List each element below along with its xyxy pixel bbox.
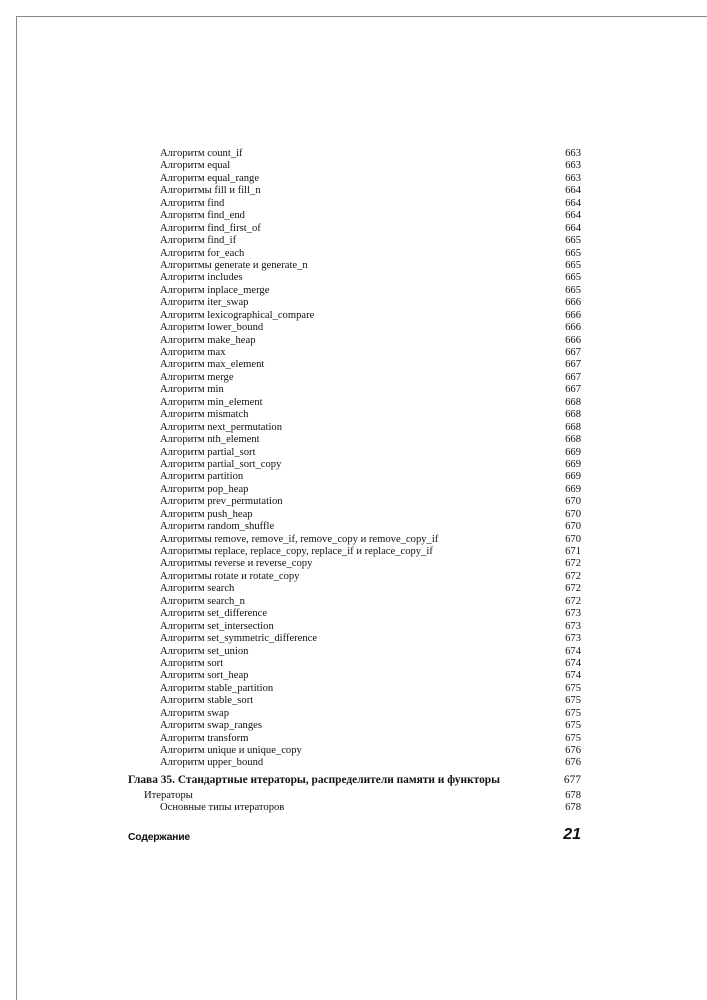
toc-entry-title: Алгоритм set_union xyxy=(160,645,249,657)
toc-entry-title: Алгоритм min xyxy=(160,384,224,396)
toc-entry[interactable] xyxy=(160,733,581,745)
toc-entry-title: Алгоритм partition xyxy=(160,471,244,483)
toc-entry-page-number: 663 xyxy=(565,160,581,172)
toc-entry-page-number: 666 xyxy=(565,297,581,309)
toc-entry-page-number: 669 xyxy=(565,483,581,495)
toc-entry[interactable] xyxy=(160,646,581,658)
toc-entry[interactable] xyxy=(160,509,581,521)
toc-entry-title: Алгоритм equal_range xyxy=(160,172,260,184)
toc-entry-page-number: 664 xyxy=(565,197,581,209)
toc-entry-page-number: 668 xyxy=(565,421,581,433)
toc-entry[interactable] xyxy=(160,335,581,347)
toc-entry-page-number: 673 xyxy=(565,620,581,632)
toc-entry-title: Алгоритмы generate и generate_n xyxy=(160,259,308,271)
toc-entry[interactable] xyxy=(160,496,581,508)
toc-entry[interactable] xyxy=(160,434,581,446)
toc-entry-page-number: 665 xyxy=(565,259,581,271)
toc-entry-title: Алгоритм search_n xyxy=(160,595,245,607)
toc-entry-page-number: 670 xyxy=(565,508,581,520)
toc-entry[interactable] xyxy=(160,347,581,359)
toc-entry-page-number: 673 xyxy=(565,608,581,620)
toc-entry[interactable] xyxy=(160,297,581,309)
page-frame-top xyxy=(16,16,707,17)
toc-entry[interactable] xyxy=(160,372,581,384)
toc-entry[interactable] xyxy=(160,757,581,769)
toc-entry[interactable] xyxy=(160,621,581,633)
toc-entry-page-number: 673 xyxy=(565,633,581,645)
toc-entry[interactable] xyxy=(160,484,581,496)
toc-entry[interactable] xyxy=(160,745,581,757)
toc-entry-title: Алгоритм max_element xyxy=(160,359,265,371)
toc-entry[interactable] xyxy=(160,173,581,185)
toc-entry-page-number: 667 xyxy=(565,371,581,383)
toc-entry-page-number: 665 xyxy=(565,284,581,296)
toc-entry-title: Алгоритм inplace_merge xyxy=(160,284,270,296)
toc-entry-title: Алгоритм sort_heap xyxy=(160,670,249,682)
toc-entry[interactable] xyxy=(160,596,581,608)
toc-entry[interactable] xyxy=(160,160,581,172)
toc-entry-page-number: 665 xyxy=(565,235,581,247)
toc-entry-title: Алгоритм make_heap xyxy=(160,334,256,346)
toc-entry[interactable] xyxy=(160,534,581,546)
toc-entry[interactable] xyxy=(160,708,581,720)
toc-entry-page-number: 674 xyxy=(565,670,581,682)
toc-entry-title: Алгоритм sort xyxy=(160,657,224,669)
toc-entry[interactable] xyxy=(160,521,581,533)
toc-entry-page-number: 674 xyxy=(565,645,581,657)
toc-entry-page-number: 664 xyxy=(565,185,581,197)
toc-entry[interactable] xyxy=(160,248,581,260)
toc-entry-title: Алгоритм next_permutation xyxy=(160,421,282,433)
toc-entry-page-number: 665 xyxy=(565,247,581,259)
toc-entry[interactable] xyxy=(160,583,581,595)
toc-entry-page-number: 667 xyxy=(565,384,581,396)
chapter-title: Глава 35. Стандартные итераторы, распределители памяти и функторы xyxy=(128,774,501,786)
toc-entry[interactable] xyxy=(160,272,581,284)
toc-entry-page-number: 672 xyxy=(565,558,581,570)
toc-entry[interactable] xyxy=(160,409,581,421)
toc-section-entry[interactable] xyxy=(144,790,581,802)
toc-entry-page-number: 672 xyxy=(565,595,581,607)
toc-entry-title: Алгоритм mismatch xyxy=(160,409,249,421)
toc-entry-page-number: 675 xyxy=(565,695,581,707)
toc-entry-title: Алгоритм prev_permutation xyxy=(160,496,283,508)
toc-entry[interactable] xyxy=(160,558,581,570)
toc-entry[interactable] xyxy=(160,322,581,334)
toc-entry[interactable] xyxy=(160,310,581,322)
toc-entry-page-number: 664 xyxy=(565,210,581,222)
chapter-page-number: 677 xyxy=(563,774,581,786)
toc-entry[interactable] xyxy=(160,223,581,235)
toc-entry[interactable] xyxy=(160,459,581,471)
toc-entry-title: Алгоритмы remove, remove_if, remove_copy и remove_copy_if xyxy=(160,533,439,545)
toc-entry-page-number: 670 xyxy=(565,533,581,545)
toc-entry-page-number: 672 xyxy=(565,570,581,582)
toc-entry-page-number: 670 xyxy=(565,496,581,508)
subsection-title: Основные типы итераторов xyxy=(160,802,285,813)
toc-entry-page-number: 669 xyxy=(565,471,581,483)
toc-entry[interactable] xyxy=(160,658,581,670)
toc-entry-title: Алгоритм for_each xyxy=(160,247,245,259)
toc-entry[interactable] xyxy=(160,285,581,297)
toc-entry-title: Алгоритм set_intersection xyxy=(160,620,274,632)
toc-entry-page-number: 667 xyxy=(565,347,581,358)
toc-entry-page-number: 665 xyxy=(565,272,581,284)
toc-entry[interactable] xyxy=(160,720,581,732)
toc-entry-title: Алгоритм upper_bound xyxy=(160,757,264,769)
toc-entry-title: Алгоритм stable_partition xyxy=(160,682,274,694)
toc-entry-title: Алгоритмы fill и fill_n xyxy=(160,185,261,197)
toc-entry-page-number: 664 xyxy=(565,222,581,234)
toc-entry[interactable] xyxy=(160,683,581,695)
toc-entry-page-number: 675 xyxy=(565,732,581,744)
toc-entry-page-number: 666 xyxy=(565,309,581,321)
toc-entry-page-number: 676 xyxy=(565,745,581,756)
toc-entry-title: Алгоритм count_if xyxy=(160,148,243,159)
toc-entry-title: Алгоритм find_first_of xyxy=(160,222,261,234)
toc-entry[interactable] xyxy=(160,148,581,160)
toc-entry-title: Алгоритм includes xyxy=(160,272,243,284)
toc-entry[interactable] xyxy=(160,198,581,210)
toc-entry-page-number: 663 xyxy=(565,148,581,159)
toc-entry-title: Алгоритм partial_sort_copy xyxy=(160,458,282,470)
toc-entry[interactable] xyxy=(160,546,581,558)
toc-entry-page-number: 670 xyxy=(565,521,581,533)
toc-entry-title: Алгоритм stable_sort xyxy=(160,695,254,707)
toc-entry-page-number: 666 xyxy=(565,322,581,334)
toc-entry[interactable] xyxy=(160,670,581,682)
subsection-page-number: 678 xyxy=(565,802,581,813)
toc-entry-page-number: 672 xyxy=(565,583,581,595)
toc-entry-title: Алгоритм iter_swap xyxy=(160,297,249,309)
toc-entry-title: Алгоритм transform xyxy=(160,732,249,744)
toc-entry-title: Алгоритм partial_sort xyxy=(160,446,256,458)
toc-entry-title: Алгоритм min_element xyxy=(160,396,263,408)
toc-entry-title: Алгоритм max xyxy=(160,347,226,358)
toc-entry-title: Алгоритмы reverse и reverse_copy xyxy=(160,558,313,570)
toc-chapter-entry[interactable] xyxy=(128,772,581,788)
toc-entry-page-number: 675 xyxy=(565,682,581,694)
toc-entry-title: Алгоритм lexicographical_compare xyxy=(160,309,315,321)
section-page-number: 678 xyxy=(565,790,581,801)
toc-entry-title: Алгоритм swap_ranges xyxy=(160,720,262,732)
toc-entry[interactable] xyxy=(160,384,581,396)
footer-page-number: 21 xyxy=(563,826,581,843)
toc-entry-title: Алгоритм equal xyxy=(160,160,231,172)
toc-entry[interactable] xyxy=(160,185,581,197)
toc-entry[interactable] xyxy=(160,571,581,583)
toc-entry-page-number: 669 xyxy=(565,458,581,470)
toc-entry-page-number: 667 xyxy=(565,359,581,371)
toc-entry-page-number: 674 xyxy=(565,657,581,669)
toc-entry-page-number: 675 xyxy=(565,707,581,719)
toc-entry-title: Алгоритм set_difference xyxy=(160,608,268,620)
toc-entry[interactable] xyxy=(160,471,581,483)
section-title: Итераторы xyxy=(144,790,193,801)
toc-entry-page-number: 669 xyxy=(565,446,581,458)
toc-entry[interactable] xyxy=(160,447,581,459)
toc-entry[interactable] xyxy=(160,235,581,247)
toc-entry[interactable] xyxy=(160,633,581,645)
toc-entry-title: Алгоритм set_symmetric_difference xyxy=(160,633,318,645)
toc-entry-title: Алгоритм pop_heap xyxy=(160,483,249,495)
toc-entry-title: Алгоритм lower_bound xyxy=(160,322,264,334)
toc-entry-title: Алгоритмы replace, replace_copy, replace_if и replace_copy_if xyxy=(160,546,433,557)
toc-entry[interactable] xyxy=(160,422,581,434)
toc-entry[interactable] xyxy=(160,397,581,409)
toc-entry-title: Алгоритм push_heap xyxy=(160,508,253,520)
toc-entries xyxy=(160,148,581,770)
toc-entry-page-number: 671 xyxy=(565,546,581,557)
toc-entry[interactable] xyxy=(160,695,581,707)
running-footer-label: Содержание xyxy=(128,832,191,843)
toc-entry-title: Алгоритм search xyxy=(160,583,235,595)
toc-entry-title: Алгоритм unique и unique_copy xyxy=(160,745,302,756)
toc-entry[interactable] xyxy=(160,210,581,222)
toc-entry[interactable] xyxy=(160,359,581,371)
toc-entry-title: Алгоритмы rotate и rotate_copy xyxy=(160,570,300,582)
toc-entry-title: Алгоритм find_if xyxy=(160,235,237,247)
toc-entry-page-number: 668 xyxy=(565,396,581,408)
toc-entry-title: Алгоритм swap xyxy=(160,707,230,719)
toc-entry-page-number: 675 xyxy=(565,720,581,732)
page-frame-left xyxy=(16,16,17,1000)
toc-entry[interactable] xyxy=(160,608,581,620)
toc-entry-title: Алгоритм random_shuffle xyxy=(160,521,275,533)
toc-subsection-entry[interactable] xyxy=(160,802,581,814)
toc-entry-page-number: 666 xyxy=(565,334,581,346)
toc-entry-title: Алгоритм find_end xyxy=(160,210,245,222)
toc-entry-page-number: 676 xyxy=(565,757,581,769)
toc-entry-page-number: 668 xyxy=(565,434,581,446)
toc-entry-title: Алгоритм find xyxy=(160,197,225,209)
toc-entry-page-number: 668 xyxy=(565,409,581,421)
toc-entry-page-number: 663 xyxy=(565,172,581,184)
toc-entry-title: Алгоритм merge xyxy=(160,371,234,383)
toc-entry-title: Алгоритм nth_element xyxy=(160,434,260,446)
toc-entry[interactable] xyxy=(160,260,581,272)
